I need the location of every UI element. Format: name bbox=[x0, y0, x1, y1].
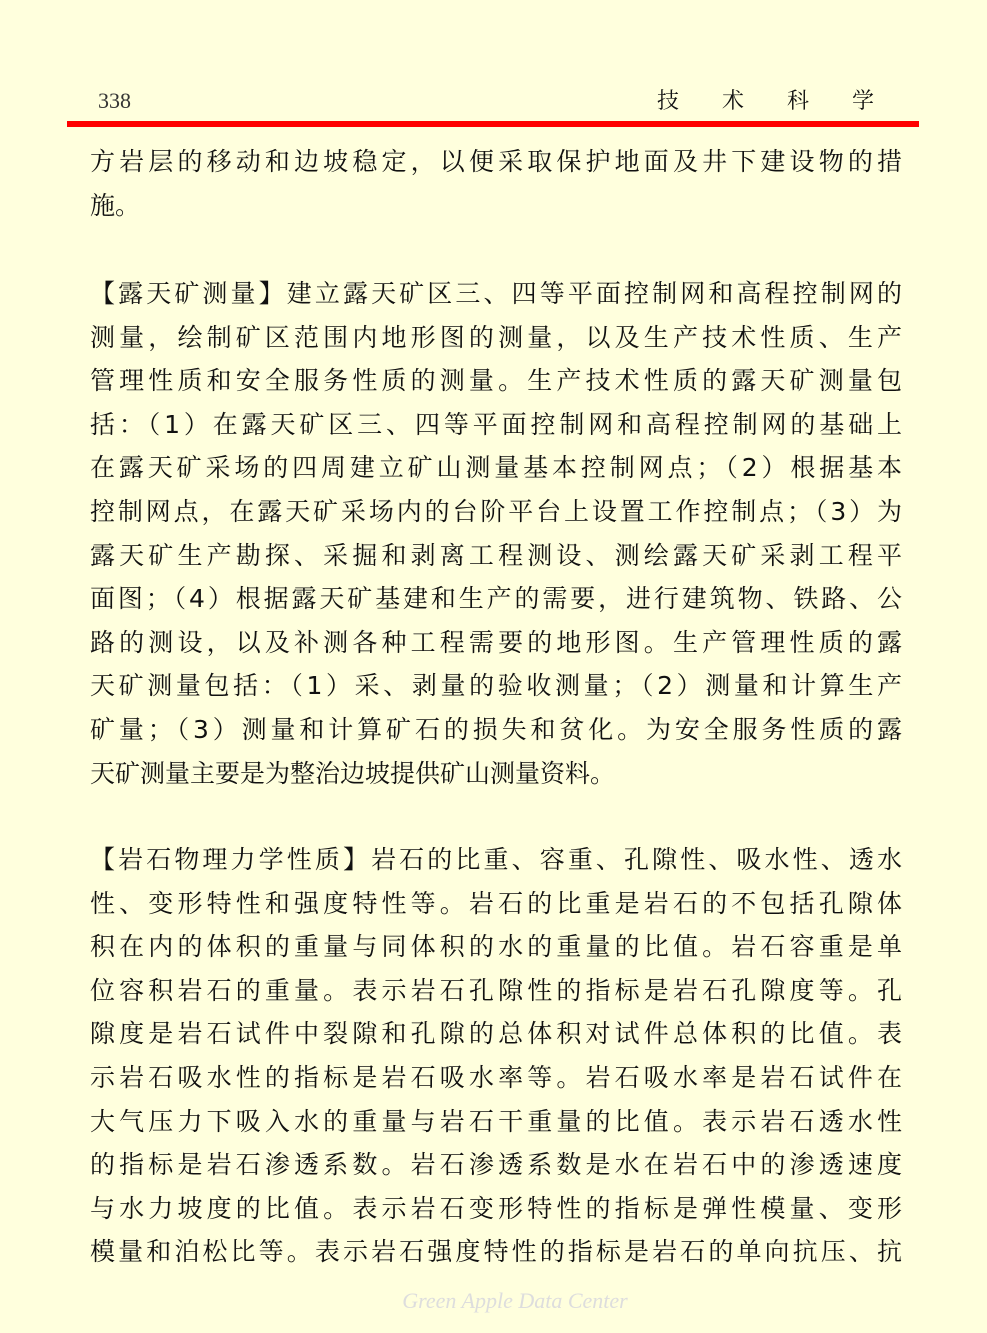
paragraph-3 bbox=[90, 838, 902, 1274]
watermark: Green Apple Data Center bbox=[402, 1288, 628, 1313]
text-line: 在露天矿采场的四周建立矿山测量基本控制网点；（2）根据基本 bbox=[90, 453, 902, 483]
paragraph-1 bbox=[90, 140, 902, 227]
text-line: 大气压力下吸入水的重量与岩石干重量的比值。表示岩石透水性 bbox=[90, 1106, 902, 1136]
text-line: 天矿测量包括：（1）采、剥量的验收测量；（2）测量和计算生产 bbox=[90, 671, 902, 701]
header-rule bbox=[67, 121, 919, 127]
text-line: 施。 bbox=[90, 190, 141, 220]
paragraph-2 bbox=[90, 272, 902, 795]
text-line: 矿量；（3）测量和计算矿石的损失和贫化。为安全服务性质的露 bbox=[90, 714, 902, 744]
text-line: 天矿测量主要是为整治边坡提供矿山测量资料。 bbox=[90, 758, 616, 788]
text-line: 括：（1）在露天矿区三、四等平面控制网和高程控制网的基础上 bbox=[90, 409, 902, 439]
text-line: 性、变形特性和强度特性等。岩石的比重是岩石的不包括孔隙体 bbox=[90, 888, 902, 918]
text-line: 测量，绘制矿区范围内地形图的测量，以及生产技术性质、生产 bbox=[90, 322, 902, 352]
text-line: 【岩石物理力学性质】岩石的比重、容重、孔隙性、吸水性、透水 bbox=[90, 845, 902, 874]
text-line: 【露天矿测量】建立露天矿区三、四等平面控制网和高程控制网的 bbox=[90, 279, 902, 308]
text-line: 管理性质和安全服务性质的测量。生产技术性质的露天矿测量包 bbox=[90, 366, 902, 396]
text-line: 与水力坡度的比值。表示岩石变形特性的指标是弹性模量、变形 bbox=[90, 1193, 902, 1223]
text-line: 隙度是岩石试件中裂隙和孔隙的总体积对试件总体积的比值。表 bbox=[90, 1019, 902, 1049]
running-title: 技 术 科 学 bbox=[657, 89, 892, 114]
text-line: 模量和泊松比等。表示岩石强度特性的指标是岩石的单向抗压、抗 bbox=[90, 1237, 902, 1267]
text-line: 路的测设，以及补测各种工程需要的地形图。生产管理性质的露 bbox=[90, 627, 902, 657]
text-line: 示岩石吸水性的指标是岩石吸水率等。岩石吸水率是岩石试件在 bbox=[90, 1062, 902, 1092]
text-line: 露天矿生产勘探、采掘和剥离工程测设、测绘露天矿采剥工程平 bbox=[90, 540, 902, 570]
text-line: 的指标是岩石渗透系数。岩石渗透系数是水在岩石中的渗透速度 bbox=[90, 1150, 902, 1180]
text-line: 积在内的体积的重量与同体积的水的重量的比值。岩石容重是单 bbox=[90, 932, 902, 962]
text-line: 面图；（4）根据露天矿基建和生产的需要，进行建筑物、铁路、公 bbox=[90, 584, 902, 614]
text-line: 位容积岩石的重量。表示岩石孔隙性的指标是岩石孔隙度等。孔 bbox=[90, 975, 902, 1005]
page-number: 338 bbox=[98, 88, 131, 113]
text-line: 方岩层的移动和边坡稳定，以便采取保护地面及井下建设物的措 bbox=[90, 147, 902, 176]
text-line: 控制网点，在露天矿采场内的台阶平台上设置工作控制点；（3）为 bbox=[90, 496, 902, 526]
